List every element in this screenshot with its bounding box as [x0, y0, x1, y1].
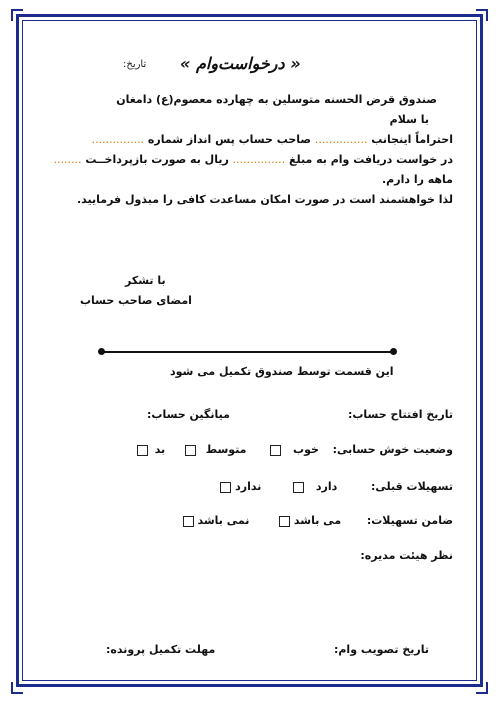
fund-name-line: صندوق قرض الحسنه متوسلین به چهارده معصوم(ع) دامغان [116, 93, 437, 106]
loan-request-line [54, 153, 453, 166]
isnot-checkbox[interactable] [183, 516, 194, 527]
open-date-label: تاریخ افتتاح حساب: [347, 408, 453, 421]
is-checkbox[interactable] [279, 516, 290, 527]
option-medium-label: متوسط [205, 443, 247, 456]
guarantor-label: ضامن تسهیلات: [366, 514, 453, 527]
applicant-prefix: احتراماً اینجانب [371, 133, 453, 146]
frame-corner-ornament [476, 9, 488, 21]
frame-corner-ornament [11, 9, 23, 21]
option-isnot-label: نمی باشد [197, 514, 250, 527]
credit-status-row [135, 443, 453, 456]
credit-status-label: وضعیت خوش حسابی: [332, 443, 453, 456]
account-holder-text: صاحب حساب پس انداز شماره [147, 133, 312, 146]
option-bad-label: بد [154, 443, 166, 456]
date-label: تاریخ: [123, 59, 147, 70]
option-is-label: می باشد [293, 514, 342, 527]
divider-dot [98, 348, 105, 355]
option-good-label: خوب [293, 443, 319, 456]
bad-checkbox[interactable] [137, 445, 148, 456]
hasnot-checkbox[interactable] [220, 482, 231, 493]
good-checkbox[interactable] [270, 445, 281, 456]
section-divider [102, 351, 394, 353]
signature-label: امضای صاحب حساب [80, 294, 192, 307]
applicant-name-blank: ............... [314, 133, 368, 146]
months-line: ماهه را دارم. [382, 173, 453, 186]
prior-loans-row [218, 480, 453, 493]
approval-date-label: تاریخ تصویب وام: [333, 643, 429, 656]
frame-corner-ornament [11, 682, 23, 694]
loan-request-prefix: در خواست دریافت وام به مبلغ [288, 153, 453, 166]
request-closing-line: لذا خواهشمند است در صورت امکان مساعدت کافی را مبذول فرمایید. [77, 193, 453, 206]
account-number-blank: ............... [91, 133, 145, 146]
avg-balance-label: میانگین حساب: [147, 408, 230, 421]
section-caption: این قسمت توسط صندوق تکمیل می شود [170, 365, 394, 378]
divider-dot [390, 348, 397, 355]
greeting-line: با سلام [389, 113, 429, 126]
prior-loans-label: تسهیلات قبلی: [370, 480, 453, 493]
repayment-months-blank: ........ [53, 153, 82, 166]
guarantor-row [181, 514, 453, 527]
loan-amount-blank: ............... [232, 153, 286, 166]
board-opinion-label: نظر هیئت مدیره: [360, 549, 453, 562]
frame-corner-ornament [476, 682, 488, 694]
document-title: « درخواست‌وام » [180, 54, 301, 73]
applicant-line [92, 133, 453, 146]
option-has-label: دارد [315, 480, 338, 493]
option-hasnot-label: ندارد [235, 480, 262, 493]
thanks-text: با تشکر [125, 274, 166, 287]
has-checkbox[interactable] [293, 482, 304, 493]
deadline-label: مهلت تکمیل پرونده: [106, 643, 216, 656]
repayment-text: ریال به صورت بازپرداخــت [85, 153, 229, 166]
medium-checkbox[interactable] [185, 445, 196, 456]
